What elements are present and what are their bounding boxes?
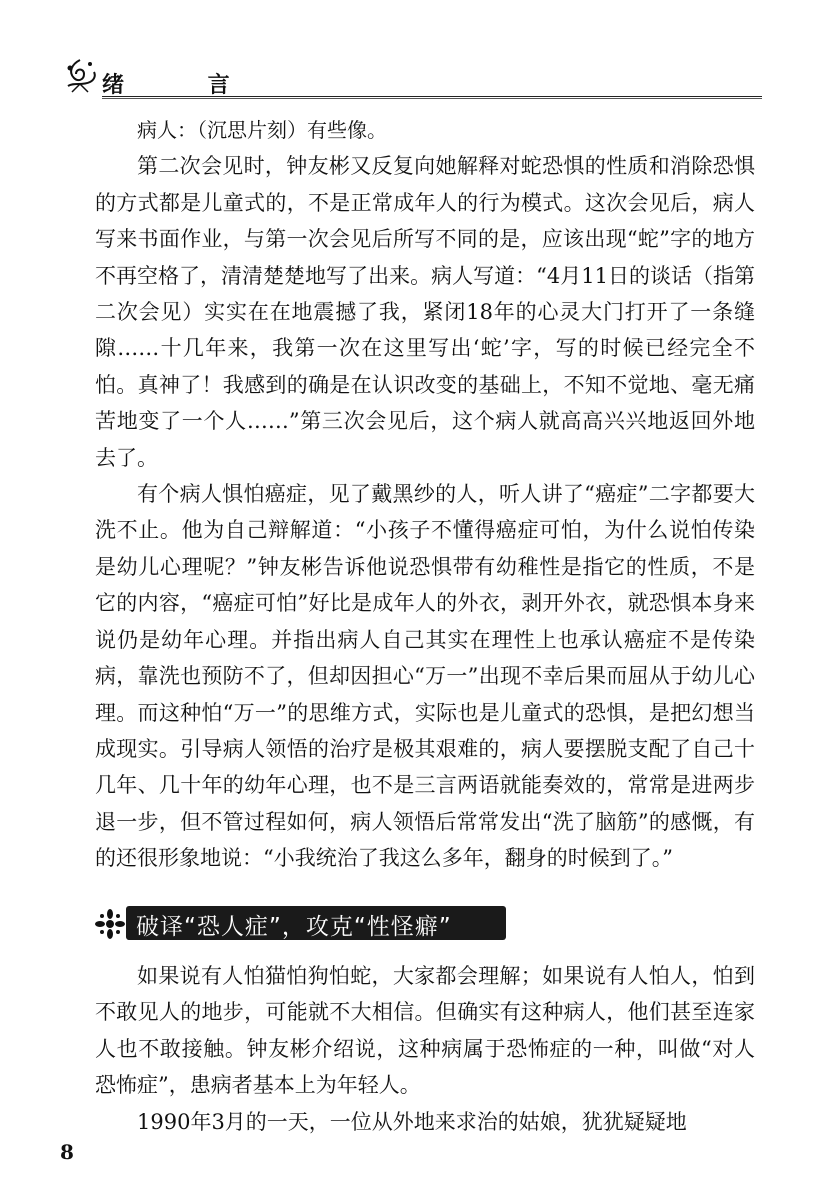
paragraph: 有个病人惧怕癌症，见了戴黑纱的人，听人讲了“癌症”二字都要大洗不止。他为自己辩解道：“小孩子不懂得癌症可怕，为什么说怕传染是幼儿心理呢？”钟友彬告诉他说恐惧带有幼稚性是指它的性质，不是它的内容，“癌症可怕”好比是成年人的外衣，剥开外衣，就恐惧本身来说仍是幼年心理。并指出病人自己其实在理性上也承认癌症不是传染病，靠洗也预防不了，但却因担心“万一”出现不幸后果而屈从于幼儿心理。而这种怕“万一”的思维方式，实际也是儿童式的恐惧，是把幻想当成现实。引导病人领悟的治疗是极其艰难的，病人要摆脱支配了自己十几年、几十年的幼年心理，也不是三言两语就能奏效的，常常是进两步退一步，但不管过程如何，病人领悟后常常发出“洗了脑筋”的感慨，有的还很形象地说：“小我统治了我这么多年，翻身的时候到了。” <box>95 482 755 871</box>
paragraph: 1990年3月的一天，一位从外地来求治的姑娘，犹犹疑疑地 <box>137 1109 687 1134</box>
paragraph: 如果说有人怕猫怕狗怕蛇，大家都会理解；如果说有人怕人，怕到不敢见人的地步，可能就不大相信。但确实有这种病人，他们甚至连家人也不敢接触。钟友彬介绍说，这种病属于恐怖症的一种，叫做“对人恐怖症”，患病者基本上为年轻人。 <box>95 964 755 1098</box>
running-header <box>62 50 762 102</box>
flower-ornament-icon <box>92 906 128 942</box>
section-heading-text: 破译“恐人症”，攻克“性怪癖” <box>136 914 452 940</box>
chapter-title: 绪 言 <box>102 73 268 98</box>
header-rule <box>102 96 762 97</box>
page-number: 8 <box>60 1140 74 1164</box>
body-block-a <box>95 112 755 877</box>
body-block-b <box>95 958 755 1140</box>
section-heading <box>92 904 522 944</box>
paragraph: 第二次会见时，钟友彬又反复向她解释对蛇恐惧的性质和消除恐惧的方式都是儿童式的，不是正常成年人的行为模式。这次会见后，病人写来书面作业，与第一次会见后所写不同的是，应该出现“蛇”字的地方不再空格了，清清楚楚地写了出来。病人写道：“4月11日的谈话（指第二次会见）实实在在地震撼了我，紧闭18年的心灵大门打开了一条缝隙……十几年来，我第一次在这里写出‘蛇’字，写的时候已经完全不怕。真神了！我感到的确是在认识改变的基础上，不知不觉地、毫无痛苦地变了一个人……”第三次会见后，这个病人就高高兴兴地返回外地去了。 <box>95 154 755 470</box>
dialog-line: 病人：（沉思片刻）有些像。 <box>137 118 387 142</box>
header-rule-secondary <box>102 98 762 99</box>
floral-ornament-icon <box>62 56 98 96</box>
